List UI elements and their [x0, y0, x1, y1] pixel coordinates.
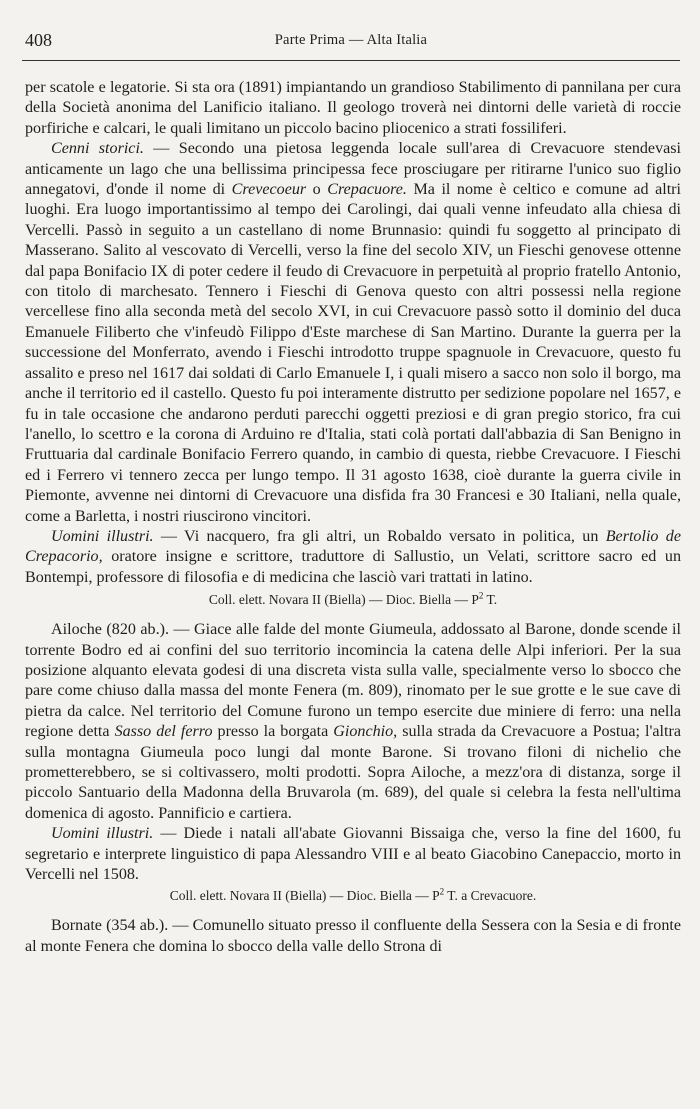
text: — Vi nacquero, fra gli altri, un Robaldo versato in politica, un	[153, 527, 606, 545]
paragraph-uomini-illustri-ailoche	[25, 824, 681, 885]
page-body	[25, 78, 681, 957]
page-header	[22, 25, 680, 51]
header-rule	[22, 60, 680, 61]
text-crepacuore: Crepacuore.	[327, 181, 407, 199]
text-crevecoeur: Crevecoeur	[231, 181, 307, 199]
text: o	[306, 181, 328, 199]
entry-title-ailoche: Ailoche	[51, 621, 102, 639]
text: oratore insigne e scrittore, traduttore di Sallustio, un Velati, scrittore sacro ed un Bontempi, professore di filosofia e di medicina che lasciò vari trattati in latino.	[25, 548, 681, 586]
entry-title-bornate: Bornate	[51, 917, 102, 935]
text: Ma il nome è celtico e comune ad altri luoghi. Era luogo importantissimo al tempo dei Carolingi, dai quali venne infeudato alla chiesa di Vercelli. Passò in seguito a un castellano di nome Brunnasio: quindi fu soggetto al principato di Masserano. Salito al vescovato di Vercelli, verso la fine del secolo XIV, un Fieschi genovese ottenne dal papa Bonifacio IX di poter cedere il feudo di Crevacuore in perpetuità al proprio fratello Antonio, con titolo di marchesato. Tennero i Fieschi di Genova questo con altri possessi nella regione vercellese fino alla seconda metà del secolo XVI, in cui Crevacuore passò sotto il dominio del duca Emanuele Filiberto che v'infeudò Filippo d'Este marchese di San Martino. Durante la guerra per la successione del Monferrato, avendo i Fieschi introdotto truppe spagnuole in Crevacuore, questo fu assalito e preso nel 1617 dai soldati di Carlo Emanuele I, i quali misero a sacco non solo il borgo, ma anche il territorio ed il castello. Questo fu poi interamente distrutto per sedizione popolare nel 1657, e fu in tale occasione che andarono perduti parecchi oggetti preziosi e di gran pregio storico, fra cui l'anello, lo scettro e la corona di Arduino re d'Italia, stati colà portati dall'abbazia di San Benigno in Fruttuaria dal cardinale Bonifacio Ferrero quando, in cambio di questa, riebbe Crevacuore. I Fieschi ed i Ferrero vi tennero zecca per lungo tempo. Il 31 agosto 1638, cioè durante la guerra civile in Piemonte, avvenne nei dintorni di Crevacuore una disfida fra 30 Francesi e 30 Italiani, nella quale, come a Barletta, i nostri riuscirono vincitori.	[25, 181, 682, 525]
page-number: 408	[25, 30, 52, 50]
electoral-note-ailoche	[25, 887, 681, 904]
paragraph-uomini-illustri-crevacuore	[25, 527, 681, 588]
text: per scatole e legatorie. Si sta ora (1891) impiantando un grandioso Stabilimento di pannilana per cura della Società anonima del Lanificio italiano. Il geologo troverà nei dintorni delle varietà di roccie porfiriche e calcari, le quali limitano un piccolo bacino pliocenico a strati fossiliferi.	[25, 79, 681, 137]
text: T. a Crevacuore.	[444, 888, 537, 904]
spacer	[25, 904, 681, 916]
paragraph-cenni-storici	[25, 139, 681, 527]
text: sulla strada da Crevacuore a Postua; l'altra sulla montagna Giumeula poco lungi dal monte Barone. Si trovano filoni di nichelio che prometterebbero, se si coltivassero, molti prodotti. Sopra Ailoche, a mezz'ora di distanza, sorge il piccolo Santuario della Madonna della Bruvarola (m. 689), del quale si celebra la festa nell'ultima domenica di agosto. Pannificio e cartiera.	[25, 723, 681, 822]
spacer	[25, 608, 681, 620]
text-bertolio: Bertolio de Crepacorio,	[25, 527, 681, 566]
text: Coll. elett. Novara II (Biella) — Dioc. Biella — P	[208, 592, 479, 608]
text-gionchio: Gionchio,	[333, 723, 398, 741]
paragraph-crevacuore-industry	[25, 78, 681, 139]
text: (354 ab.). — Comunello situato presso il confluente della Sessera con la Sesia e di fronte al monte Fenera che domina lo sbocco della valle dello Strona di	[25, 917, 681, 955]
section-label-uomini-illustri: Uomini illustri.	[51, 825, 154, 843]
text: — Secondo una pietosa leggenda locale sull'area di Crevacuore stendevasi anticamente un lago che una bellissima principessa fece prosciugare per ritirarne l'unico suo figlio annegatovi, d'onde il nome di	[25, 140, 681, 199]
text: — Diede i natali all'abate Giovanni Bissaiga che, verso la fine del 1600, fu segretario e interprete linguistico di papa Alessandro VIII e al beato Giacobino Canepaccio, morto in Vercelli nel 1508.	[25, 825, 681, 884]
text-sasso-del-ferro: Sasso del ferro	[114, 723, 213, 741]
entry-ailoche	[25, 620, 681, 824]
electoral-note-crevacuore	[25, 591, 681, 608]
text: (820 ab.). — Giace alle falde del monte Giumeula, addossato al Barone, donde scende il torrente Bodro ed ai confini del suo territorio incomincia la catena delle Alpi inferiori. Per la sua posizione alquanto elevata godesi di una discreta vista sulla valle, specialmente verso lo sbocco che pare come chiuso dalla massa del monte Fenera (m. 809), rinomato per le sue grotte e le sue cave di pietra da calce. Nel territorio del Comune furono un tempo esercite due miniere di ferro: una nella regione detta	[25, 621, 681, 741]
text: T.	[483, 592, 498, 608]
text: presso la borgata	[212, 723, 334, 741]
superscript: 2	[439, 886, 445, 897]
entry-bornate	[25, 916, 681, 957]
section-label-cenni-storici: Cenni storici.	[51, 140, 144, 158]
text: Coll. elett. Novara II (Biella) — Dioc. Biella — P	[169, 888, 440, 904]
running-title: Parte Prima — Alta Italia	[274, 32, 428, 48]
section-label-uomini-illustri: Uomini illustri.	[51, 527, 154, 545]
superscript: 2	[478, 590, 484, 601]
